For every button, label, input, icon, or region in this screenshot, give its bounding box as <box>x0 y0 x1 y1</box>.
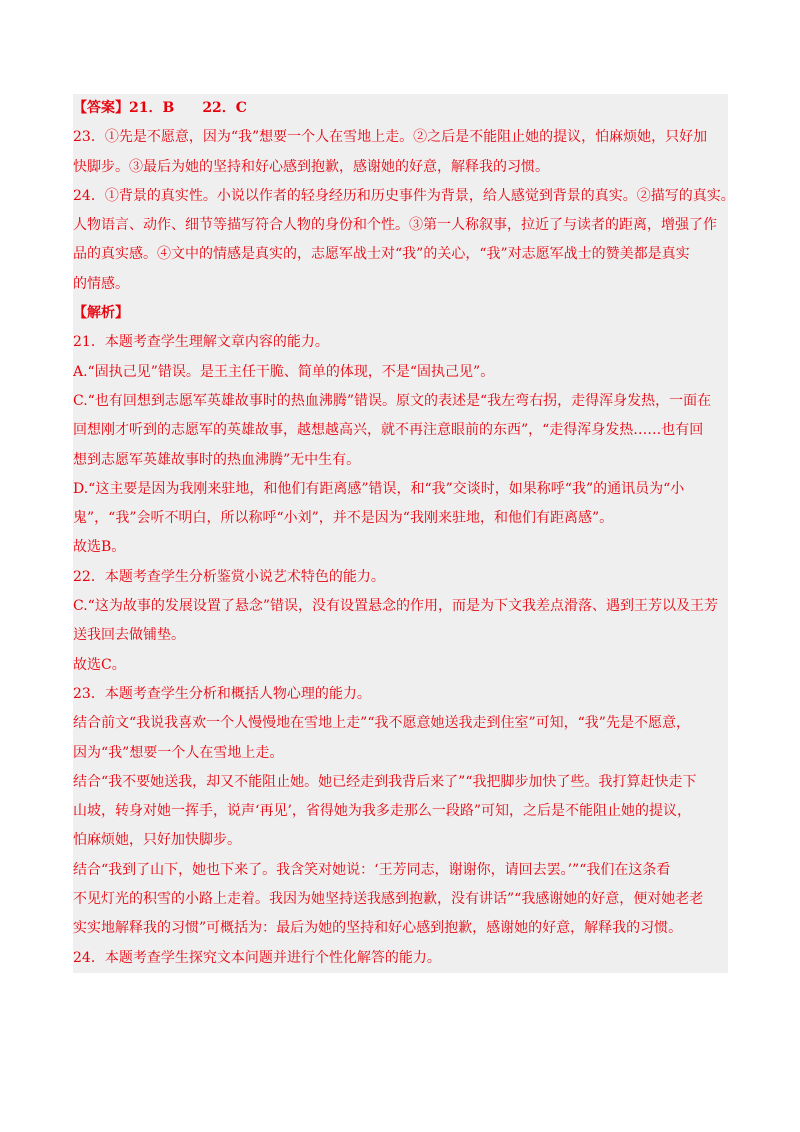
answer-header: 【答案】21．B 22．C <box>73 100 247 116</box>
analysis-q21-line: D.“这主要是因为我刚来驻地，和他们有距离感”错误，和“我”交谈时，如果称呼“我”的通讯员为“小 <box>73 480 685 497</box>
answer-q24-line: 品的真实感。④文中的情感是真实的，志愿军战士对“我”的关心，“我”对志愿军战士的赞美都是真实 <box>73 246 690 263</box>
answer-q23-line: 23．①先是不愿意，因为“我”想要一个人在雪地上走。②之后是不能阻止她的提议，怕麻烦她，只好加 <box>73 129 708 146</box>
answer-analysis-section <box>73 94 735 973</box>
analysis-header: 【解析】 <box>73 305 129 322</box>
analysis-q23-line: 结合前文“我说我喜欢一个人慢慢地在雪地上走”“我不愿意她送我走到住室”可知，“我”先是不愿意， <box>73 715 690 732</box>
analysis-q21-line: A.“固执己见”错误。是王主任干脆、简单的体现，不是“固执己见”。 <box>73 363 495 380</box>
answer-q24-line: 的情感。 <box>73 275 129 292</box>
analysis-q22-line: 故选C。 <box>73 656 126 673</box>
answer-q24-line: 24．①背景的真实性。小说以作者的轻身经历和历史事件为背景，给人感觉到背景的真实。②描写的真实。 <box>73 187 735 204</box>
analysis-q23-line: 山坡，转身对她一挥手，说声‘再见’，省得她为我多走那么一段路”可知，之后是不能阻止她的提议， <box>73 803 692 820</box>
analysis-q23-line: 结合“我不要她送我，却又不能阻止她。她已经走到我背后来了”“我把脚步加快了些。我打算赶快走下 <box>73 773 697 790</box>
analysis-q21-line: 故选B。 <box>73 539 126 556</box>
analysis-q24-line: 24．本题考查学生探究文本问题并进行个性化解答的能力。 <box>73 949 441 966</box>
analysis-q23-line: 实实地解释我的习惯”可概括为：最后为她的坚持和好心感到抱歉，感谢她的好意，解释我的习惯。 <box>73 920 683 937</box>
analysis-q23-line: 因为“我”想要一个人在雪地上走。 <box>73 744 284 761</box>
analysis-q21-line: C.“也有回想到志愿军英雄故事时的热血沸腾”错误。原文的表述是“我左弯右拐，走得浑身发热，一面在 <box>73 392 712 409</box>
analysis-q21-line: 21．本题考查学生理解文章内容的能力。 <box>73 334 329 351</box>
analysis-q23-line: 结合“我到了山下，她也下来了。我含笑对她说：‘王芳同志，谢谢你，请回去罢。’”“我们在这条看 <box>73 861 671 878</box>
answer-q23-line: 快脚步。③最后为她的坚持和好心感到抱歉，感谢她的好意，解释我的习惯。 <box>73 158 549 175</box>
analysis-q22-line: 22．本题考查学生分析鉴赏小说艺术特色的能力。 <box>73 568 385 585</box>
analysis-q23-line: 不见灯光的积雪的小路上走着。我因为她坚持送我感到抱歉，没有讲话”“我感谢她的好意，便对她老老 <box>73 891 704 908</box>
analysis-q23-line: 怕麻烦她，只好加快脚步。 <box>73 832 241 849</box>
answer-q24-line: 人物语言、动作、细节等描写符合人物的身份和个性。③第一人称叙事，拉近了与读者的距离，增强了作 <box>73 217 717 234</box>
analysis-q21-line: 回想刚才听到的志愿军的英雄故事，越想越高兴，就不再注意眼前的东西”，“走得浑身发热……也有回 <box>73 422 704 439</box>
analysis-q22-line: C.“这为故事的发展设置了悬念”错误，没有设置悬念的作用，而是为下文我差点滑落、遇到王芳以及王芳 <box>73 598 718 615</box>
analysis-q21-line: 鬼”，“我”会听不明白，所以称呼“小刘”，并不是因为“我刚来驻地，和他们有距离感”。 <box>73 510 614 527</box>
analysis-q21-line: 想到志愿军英雄故事时的热血沸腾”无中生有。 <box>73 451 361 468</box>
analysis-q22-line: 送我回去做铺垫。 <box>73 627 185 644</box>
analysis-q23-line: 23．本题考查学生分析和概括人物心理的能力。 <box>73 685 371 702</box>
